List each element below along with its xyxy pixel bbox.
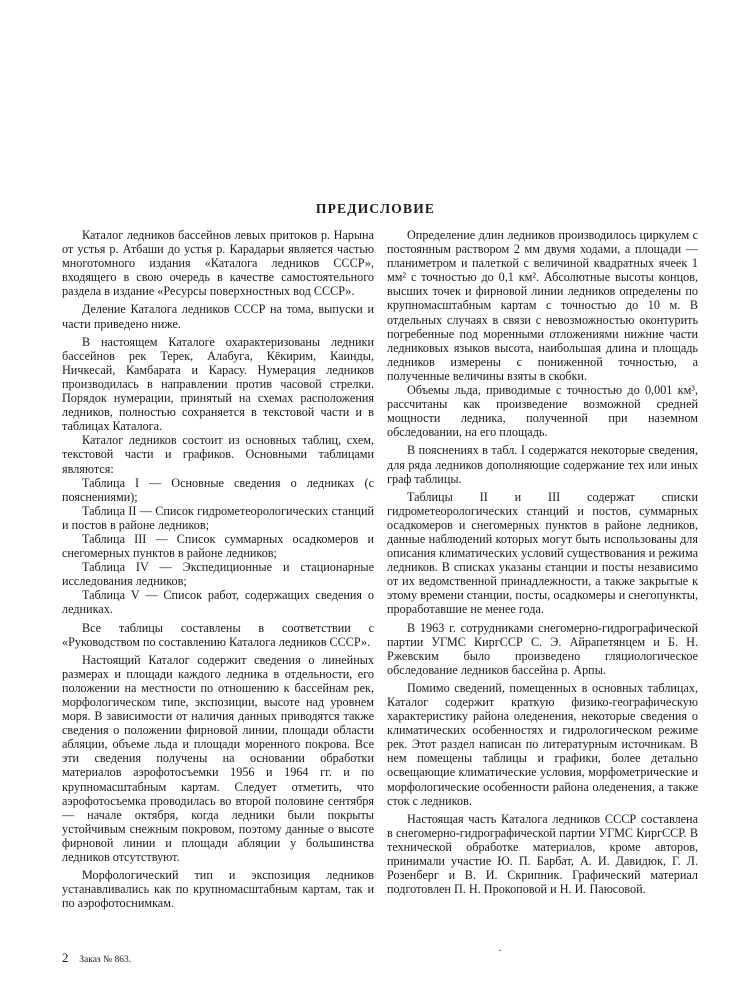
print-dot: ·: [498, 943, 502, 957]
paragraph: Каталог ледников состоит из основных таблиц, схем, текстовой части и графиков. Основными таблицами являются:: [62, 433, 374, 476]
table-list-item: Таблица I — Основные сведения о ледниках (с пояснениями);: [62, 475, 374, 504]
left-column: [62, 228, 374, 910]
page-number: 2: [62, 950, 69, 965]
paragraph: Каталог ледников бассейнов левых притоков р. Нарына от устья р. Атбаши до устья р. Карадарьи является частью многотомного издания «Каталога ледников СССР», входящего в свою очередь в качестве самостоятельного раздела в издание «Ресурсы поверхностных вод СССР».: [62, 228, 374, 299]
table-list-item: Таблица II — Список гидрометеорологических станций и постов в районе ледников;: [62, 503, 374, 532]
paragraph: Объемы льда, приводимые с точностью до 0,001 км³, рассчитаны как произведение возможной средней мощности ледника, полученной при наземном обследовании, на его площадь.: [387, 383, 698, 440]
paragraph: Таблицы II и III содержат списки гидрометеорологических станций и постов, суммарных осадкомеров и снегомерных пунктов в районе ледников, данные наблюдений которых могут быть использованы для описания климатических условий существования и режима ледников. В списках указаны станции и посты независимо от их ведомственной принадлежности, а также закрытые к этому времени станции, посты, осадкомеры и снегопункты, проработавшие не менее года.: [387, 489, 698, 617]
paragraph: Деление Каталога ледников СССР на тома, выпуски и части приведено ниже.: [62, 302, 374, 331]
table-list-item: Таблица V — Список работ, содержащих сведения о ледниках.: [62, 588, 374, 617]
paragraph: Все таблицы составлены в соответствии с «Руководством по составлению Каталога ледников СССР».: [62, 620, 374, 649]
page-footer: [62, 950, 131, 966]
paragraph: В 1963 г. сотрудниками снегомерно-гидрографической партии УГМС КиргССР С. Э. Айрапетянцем и Б. Н. Ржевским было произведено гляциологическое обследование ледников бассейна р. Арпы.: [387, 620, 698, 677]
paragraph: Помимо сведений, помещенных в основных таблицах, Каталог содержит краткую физико-географическую характеристику района оледенения, некоторые сведения о климатических особенностях и гидрологическом режиме рек. Этот раздел написан по литературным источникам. В нем помещены таблицы и графики, более детально освещающие климатические условия, морфометрические и морфологические особенности района оледенения, а также сток с ледников.: [387, 680, 698, 808]
paragraph: Настоящая часть Каталога ледников СССР составлена в снегомерно-гидрографической партии УГМС КиргССР. В технической обработке материалов, кроме авторов, принимали участие Ю. П. Барбат, А. И. Давидюк, Г. Л. Розенберг и В. И. Скрипник. Графический материал подготовлен П. Н. Прокоповой и Н. И. Паюсовой.: [387, 811, 698, 897]
right-column: [387, 228, 698, 896]
page-title: ПРЕДИСЛОВИЕ: [315, 201, 436, 216]
order-number: Заказ № 863.: [79, 955, 132, 965]
paragraph: Морфологический тип и экспозиция ледников устанавливались как по крупномасштабным картам, так и по аэрофотоснимкам.: [62, 868, 374, 911]
paragraph: В пояснениях в табл. I содержатся некоторые сведения, для ряда ледников дополняющие содержание тех или иных граф таблицы.: [387, 443, 698, 486]
table-list-item: Таблица IV — Экспедиционные и стационарные исследования ледников;: [62, 560, 374, 589]
paragraph: Определение длин ледников производилось циркулем с постоянным раствором 2 мм двумя ходами, а площади — планиметром и палеткой с величиной квадратных ячеек 1 мм² с точностью до 0,1 км². Абсолютные высоты концов, высших точек и фирновой линии ледников определены по крупномасштабным картам с точностью до 10 м. В отдельных случаях в связи с невозможностью оконтурить погребенные под моренными отложениями нижние части ледниковых языков высота, наибольшая длина и площадь ледников измерены с пониженной точностью, а полученные величины взяты в скобки.: [387, 228, 698, 383]
paragraph: Настоящий Каталог содержит сведения о линейных размерах и площади каждого ледника в отдельности, его положении на местности по отношению к бассейнам рек, морфологическом типе, экспозиции, высоте над уровнем моря. В зависимости от наличия данных приводятся также сведения о положении фирновой линии, площади области абляции, объеме льда и площади моренного покрова. Все эти сведения получены на основании обработки материалов аэрофотосъемки 1956 и 1964 гг. и по крупномасштабным картам. Следует отметить, что аэрофотосъемка проводилась во второй половине сентября — начале октября, когда ледники были покрыты устойчивым снежным покровом, поэтому данные о высоте фирновой линии и площади абляции у большинства ледников отсутствуют.: [62, 652, 374, 865]
paragraph: В настоящем Каталоге охарактеризованы ледники бассейнов рек Терек, Алабуга, Кёкирим, Каинды, Ничкесай, Камбарата и Карасу. Нумерация ледников производилась в направлении против часовой стрелки. Порядок нумерации, принятый на схемах расположения ледников, полностью сохраняется в текстовой части и в таблицах Каталога.: [62, 334, 374, 434]
table-list-item: Таблица III — Список суммарных осадкомеров и снегомерных пунктов в районе ледников;: [62, 531, 374, 561]
